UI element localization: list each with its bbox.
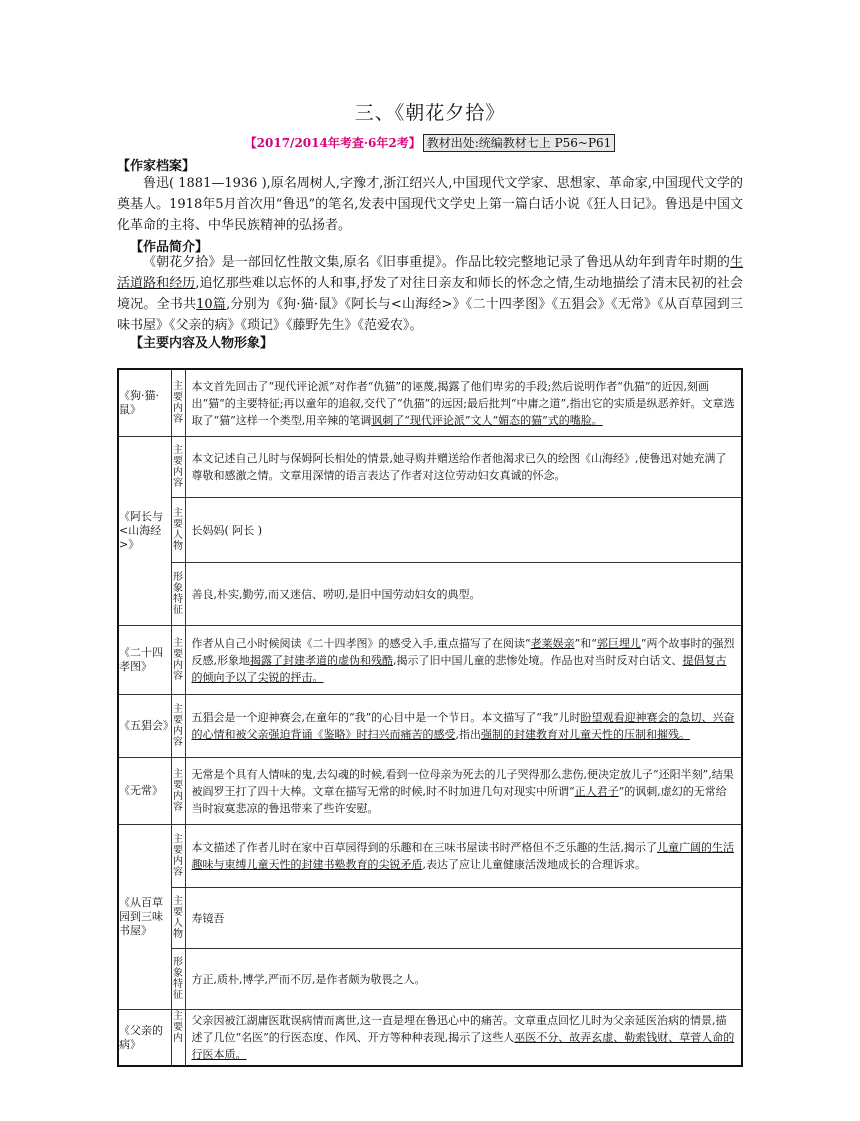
table-row	[118, 825, 742, 888]
textbook-source-box: 教材出处:统编教材七上 P56~P61	[423, 134, 616, 152]
intro-text-b: ,追忆那些难以忘怀的人和事,抒发了对往日亲友和师长的怀念之情,生动地描绘了清末民初的社会境况。全书共	[117, 276, 743, 312]
table-row	[118, 498, 742, 563]
table-row	[118, 437, 742, 498]
content-cell: 本文描述了作者儿时在家中百草园得到的乐趣和在三味书屋读书时严格但不乏乐趣的生活,揭示了儿童广阔的生活趣味与束缚儿童天性的封建书塾教育的尖锐矛盾,表达了应让儿童健康活泼地成长的合理诉求。	[185, 825, 742, 888]
content-underline: 讽刺了“现代评论派”文人“媚态的猫”式的嘴脸。	[371, 413, 603, 427]
table-row	[118, 949, 742, 1010]
work-title: 《二十四孝图》	[118, 626, 171, 695]
work-title: 《父亲的病》	[118, 1010, 171, 1067]
author-heading: 【作家档案】	[117, 159, 196, 174]
content-table	[117, 368, 743, 1067]
intro-underline-1: 生活道路和经历	[117, 255, 743, 291]
source-line	[0, 134, 860, 152]
label-main-content: 主 要 内 容	[171, 437, 185, 498]
trait-cell: 方正,质朴,博学,严而不厉,是作者颇为敬畏之人。	[185, 949, 742, 1010]
table-heading: 【主要内容及人物形象】	[130, 336, 274, 351]
table-row	[118, 758, 742, 825]
trait-cell: 善良,朴实,勤劳,而又迷信、唠叨,是旧中国劳动妇女的典型。	[185, 563, 742, 626]
author-paragraph: 鲁迅( 1881—1936 ),原名周树人,字豫才,浙江绍兴人,中国现代文学家、思想家、革命家,中国现代文学的奠基人。1918年5月首次用“鲁迅”的笔名,发表中国现代文学史上第一篇白话小说《狂人日记》。鲁迅是中国文化革命的主将、中华民族精神的弘扬者。	[117, 176, 743, 233]
work-title: 《无常》	[118, 758, 171, 825]
label-main-content: 主 要 内 容	[171, 695, 185, 758]
table-row	[118, 695, 742, 758]
content-cell: 无常是个具有人情味的鬼,去勾魂的时候,看到一位母亲为死去的儿子哭得那么悲伤,便决定放儿子“还阳半刻”,结果被阎罗王打了四十大棒。文章在描写无常的时候,时不时加进几句对现实中所谓“正人君子”的讽刺,虚幻的无常给当时寂寞悲凉的鲁迅带来了些许安慰。	[185, 758, 742, 825]
content-cell	[185, 369, 742, 437]
work-title: 《阿长与<山海经>》	[118, 437, 171, 626]
content-cell: 本文记述自己儿时与保姆阿长相处的情景,她寻购并赠送给作者他渴求已久的绘图《山海经》,使鲁迅对她充满了尊敬和感激之情。文章用深情的语言表达了作者对这位劳动妇女真诚的怀念。	[185, 437, 742, 498]
label-image-trait: 形 象 特 征	[171, 949, 185, 1010]
person-cell: 长妈妈( 阿长 )	[185, 498, 742, 563]
label-main-person: 主 要 人 物	[171, 498, 185, 563]
content-cell: 父亲因被江湖庸医耽误病情而离世,这一直是埋在鲁迅心中的痛苦。文章重点回忆儿时为父亲延医治病的情景,描述了几位“名医”的行医态度、作风、开方等种种表现,揭示了这些人巫医不分、故弄玄虚、勒索钱财、草菅人命的行医本质。	[185, 1010, 742, 1067]
intro-text-a: 《朝花夕拾》是一部回忆性散文集,原名《旧事重提》。作品比较完整地记录了鲁迅从幼年到青年时期的	[143, 255, 730, 270]
label-image-trait: 形 象 特 征	[171, 563, 185, 626]
intro-underline-2: 10篇	[196, 297, 227, 312]
person-cell: 寿镜吾	[185, 888, 742, 949]
content-cell: 作者从自己小时候阅读《二十四孝图》的感受入手,重点描写了在阅读“老莱娱亲”和“郭巨埋儿”两个故事时的强烈反感,形象地揭露了封建孝道的虚伪和残酷,揭示了旧中国儿童的悲惨处境。作品也对当时反对白话文、提倡复古的倾向予以了尖锐的抨击。	[185, 626, 742, 695]
intro-paragraph	[117, 252, 743, 336]
content-cell: 五猖会是一个迎神赛会,在童年的“我”的心目中是一个节日。本文描写了“我”儿时盼望观看迎神赛会的急切、兴奋的心情和被父亲强迫背诵《鉴略》时扫兴而痛苦的感受,指出强制的封建教育对儿童天性的压制和摧残。	[185, 695, 742, 758]
label-main-content: 主 要 内 容	[171, 369, 185, 437]
table-row	[118, 369, 742, 437]
table-row	[118, 563, 742, 626]
intro-heading: 【作品简介】	[130, 240, 209, 255]
label-main-content: 主 要 内 容	[171, 626, 185, 695]
label-main-content: 主 要 内 容	[171, 825, 185, 888]
table-row	[118, 1010, 742, 1067]
intro-text-c: ,分别为《狗·猫·鼠》《阿长与<山海经>》《二十四孝图》《五猖会》《无常》《从百草园到三味书屋》《父亲的病》《琐记》《藤野先生》《范爱农》。	[117, 297, 743, 333]
work-title: 《五猖会》	[118, 695, 171, 758]
work-title: 《狗·猫·鼠》	[118, 369, 171, 437]
page-title: 三、《朝花夕拾》	[354, 102, 506, 124]
label-main-content: 主 要 内 容	[171, 758, 185, 825]
exam-tag: 【2017/2014年考查·6年2考】	[244, 136, 421, 150]
label-main-person: 主 要 人 物	[171, 888, 185, 949]
content-text: 本文首先回击了“现代评论派”对作者“仇猫”的诬蔑,揭露了他们卑劣的手段;然后说明作者“仇猫”的近因,刻画出“猫”的主要特征;再以童年的追叙,交代了“仇猫”的远因;最后批判“中庸之道”,指出它的实质是纵恶养奸。文章选取了“猫”这样一个类型,用辛辣的笔调	[191, 379, 735, 427]
work-title: 《从百草园到三味书屋》	[118, 825, 171, 1010]
table-row	[118, 888, 742, 949]
label-main-content: 主 要 内	[171, 1010, 185, 1067]
table-row	[118, 626, 742, 695]
